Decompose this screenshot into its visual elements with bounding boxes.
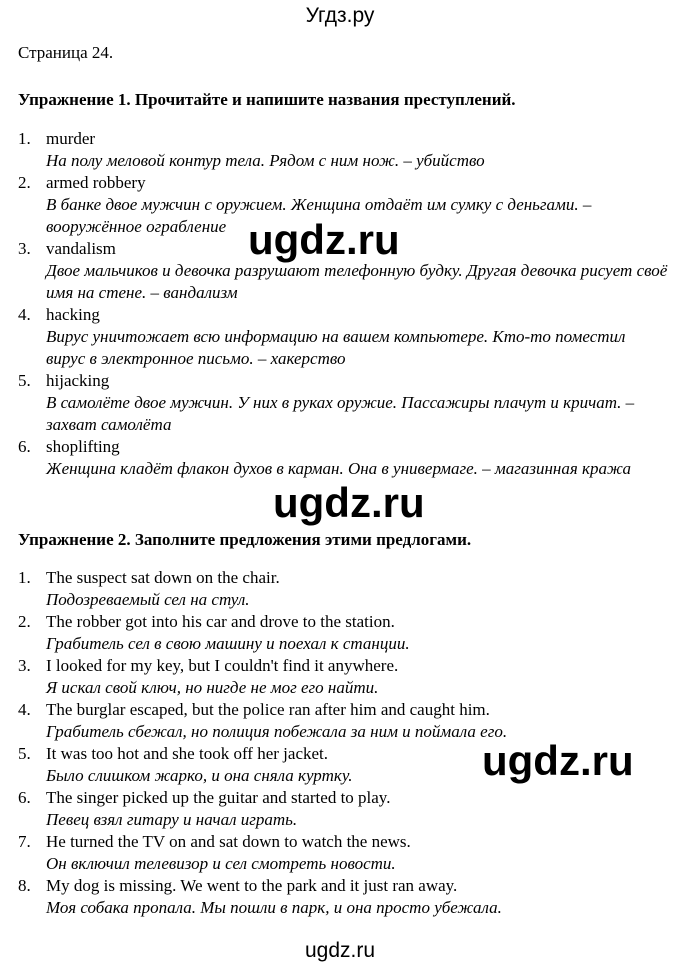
russian-translation: Грабитель сел в свою машину и поехал к станции. — [46, 634, 410, 653]
item-number: 1. — [18, 568, 31, 587]
exercise-1-list — [18, 128, 668, 480]
list-item — [18, 128, 668, 172]
watermark: ugdz.ru — [273, 479, 425, 526]
english-sentence: I looked for my key, but I couldn't find it anywhere. — [46, 656, 399, 675]
watermark: ugdz.ru — [482, 737, 634, 784]
list-item — [18, 875, 668, 919]
item-number: 6. — [18, 788, 31, 807]
english-sentence: The suspect sat down on the chair. — [46, 568, 280, 587]
site-footer: ugdz.ru — [304, 939, 376, 962]
russian-translation: В банке двое мужчин с оружием. Женщина отдаёт им сумку с деньгами. – вооружённое ограбление — [46, 195, 592, 236]
item-number: 1. — [18, 129, 31, 148]
english-term: hacking — [46, 305, 100, 324]
russian-translation: Я искал свой ключ, но нигде не мог его найти. — [46, 678, 379, 697]
list-item — [18, 655, 668, 699]
item-number: 2. — [18, 173, 31, 192]
english-term: shoplifting — [46, 437, 120, 456]
english-term: armed robbery — [46, 173, 146, 192]
item-number: 5. — [18, 371, 31, 390]
english-sentence: The singer picked up the guitar and started to play. — [46, 788, 391, 807]
list-item — [18, 787, 668, 831]
list-item — [18, 831, 668, 875]
russian-translation: Двое мальчиков и девочка разрушают телефонную будку. Другая девочка рисует своё имя на стене. – вандализм — [46, 261, 668, 302]
page-label: Страница 24. — [18, 43, 114, 62]
english-sentence: The burglar escaped, but the police ran after him and caught him. — [46, 700, 490, 719]
english-sentence: He turned the TV on and sat down to watch the news. — [46, 832, 411, 851]
english-term: hijacking — [46, 371, 110, 390]
exercise-2-title: Упражнение 2. Заполните предложения этими предлогами. — [18, 530, 472, 549]
russian-translation: Грабитель сбежал, но полиция побежала за ним и поймала его. — [46, 722, 508, 741]
russian-translation: Вирус уничтожает всю информацию на вашем компьютере. Кто-то поместил вирус в электронное письмо. – хакерство — [46, 327, 626, 368]
item-number: 4. — [18, 700, 31, 719]
item-number: 8. — [18, 876, 31, 895]
list-item — [18, 304, 668, 370]
item-number: 6. — [18, 437, 31, 456]
russian-translation: Он включил телевизор и сел смотреть новости. — [46, 854, 396, 873]
exercise-1-title: Упражнение 1. Прочитайте и напишите названия преступлений. — [18, 90, 516, 109]
watermark: ugdz.ru — [248, 216, 400, 263]
english-term: murder — [46, 129, 96, 148]
english-sentence: My dog is missing. We went to the park and it just ran away. — [46, 876, 458, 895]
russian-translation: На полу меловой контур тела. Рядом с ним нож. – убийство — [46, 151, 485, 170]
item-number: 2. — [18, 612, 31, 631]
russian-translation: Подозреваемый сел на стул. — [46, 590, 250, 609]
list-item — [18, 611, 668, 655]
list-item — [18, 567, 668, 611]
item-number: 5. — [18, 744, 31, 763]
list-item — [18, 436, 668, 480]
item-number: 4. — [18, 305, 31, 324]
russian-translation: Было слишком жарко, и она сняла куртку. — [46, 766, 353, 785]
list-item — [18, 370, 668, 436]
english-sentence: The robber got into his car and drove to the station. — [46, 612, 395, 631]
site-header: Угдз.ру — [305, 4, 375, 27]
english-sentence: It was too hot and she took off her jacket. — [46, 744, 329, 763]
english-term: vandalism — [46, 239, 116, 258]
russian-translation: Моя собака пропала. Мы пошли в парк, и она просто убежала. — [46, 898, 502, 917]
russian-translation: В самолёте двое мужчин. У них в руках оружие. Пассажиры плачут и кричат. – захват самолёта — [46, 393, 635, 434]
item-number: 3. — [18, 239, 31, 258]
russian-translation: Женщина кладёт флакон духов в карман. Она в универмаге. – магазинная кража — [46, 459, 632, 478]
russian-translation: Певец взял гитару и начал играть. — [46, 810, 298, 829]
item-number: 3. — [18, 656, 31, 675]
item-number: 7. — [18, 832, 31, 851]
